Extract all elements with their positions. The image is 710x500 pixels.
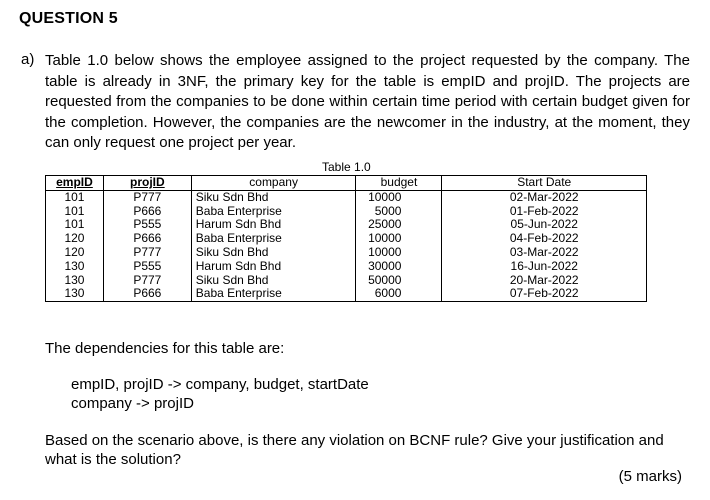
marks-label: (5 marks)	[618, 468, 682, 485]
cell-company: Harum Sdn Bhd	[191, 260, 356, 274]
cell-company: Siku Sdn Bhd	[191, 246, 356, 260]
cell-projid: P666	[103, 205, 191, 219]
cell-start-date: 16-Jun-2022	[442, 260, 647, 274]
cell-empid: 120	[46, 246, 104, 260]
dependency-2: company -> projID	[71, 395, 194, 412]
cell-start-date: 02-Mar-2022	[442, 190, 647, 204]
table-row	[46, 218, 647, 232]
cell-projid: P555	[103, 218, 191, 232]
cell-budget: 25000	[356, 218, 442, 232]
header-budget: budget	[356, 176, 442, 191]
table-row	[46, 205, 647, 219]
question-title: QUESTION 5	[19, 10, 118, 27]
cell-projid: P777	[103, 274, 191, 288]
cell-company: Siku Sdn Bhd	[191, 190, 356, 204]
cell-budget: 10000	[356, 190, 442, 204]
cell-empid: 101	[46, 218, 104, 232]
cell-empid: 101	[46, 190, 104, 204]
cell-empid: 120	[46, 232, 104, 246]
table-row	[46, 190, 647, 204]
header-empid: empID	[46, 176, 104, 191]
cell-start-date: 20-Mar-2022	[442, 274, 647, 288]
cell-projid: P666	[103, 232, 191, 246]
cell-budget: 10000	[356, 232, 442, 246]
cell-company: Siku Sdn Bhd	[191, 274, 356, 288]
cell-start-date: 01-Feb-2022	[442, 205, 647, 219]
cell-start-date: 03-Mar-2022	[442, 246, 647, 260]
cell-projid: P555	[103, 260, 191, 274]
cell-company: Baba Enterprise	[191, 287, 356, 301]
dependencies-intro: The dependencies for this table are:	[45, 340, 285, 357]
cell-budget: 5000	[356, 205, 442, 219]
cell-budget: 10000	[356, 246, 442, 260]
cell-empid: 101	[46, 205, 104, 219]
table-row	[46, 232, 647, 246]
cell-start-date: 05-Jun-2022	[442, 218, 647, 232]
dependency-1: empID, projID -> company, budget, startDate	[71, 376, 369, 393]
cell-empid: 130	[46, 287, 104, 301]
table-row	[46, 260, 647, 274]
cell-empid: 130	[46, 274, 104, 288]
table-row	[46, 246, 647, 260]
header-projid: projID	[103, 176, 191, 191]
table-caption: Table 1.0	[322, 160, 371, 174]
table-header-row	[46, 176, 647, 191]
cell-start-date: 07-Feb-2022	[442, 287, 647, 301]
cell-budget: 30000	[356, 260, 442, 274]
cell-projid: P777	[103, 246, 191, 260]
table-row	[46, 287, 647, 301]
cell-start-date: 04-Feb-2022	[442, 232, 647, 246]
item-label: a)	[21, 51, 35, 68]
header-company: company	[191, 176, 356, 191]
cell-projid: P777	[103, 190, 191, 204]
cell-company: Harum Sdn Bhd	[191, 218, 356, 232]
cell-budget: 6000	[356, 287, 442, 301]
cell-company: Baba Enterprise	[191, 205, 356, 219]
cell-budget: 50000	[356, 274, 442, 288]
question-prompt: Based on the scenario above, is there any violation on BCNF rule? Give your justification and what is the solution?	[45, 432, 664, 468]
cell-empid: 130	[46, 260, 104, 274]
cell-company: Baba Enterprise	[191, 232, 356, 246]
scenario-paragraph: Table 1.0 below shows the employee assigned to the project requested by the company. The table is already in 3NF, the primary key for the table is empID and projID. The projects are requested from the companies to be done within certain time period with certain budget given for the completion. However, the companies are the newcomer in the industry, at the moment, they can only request one project per year.	[45, 52, 690, 152]
header-start-date: Start Date	[442, 176, 647, 191]
employee-project-table	[45, 175, 647, 302]
cell-projid: P666	[103, 287, 191, 301]
table-row	[46, 274, 647, 288]
